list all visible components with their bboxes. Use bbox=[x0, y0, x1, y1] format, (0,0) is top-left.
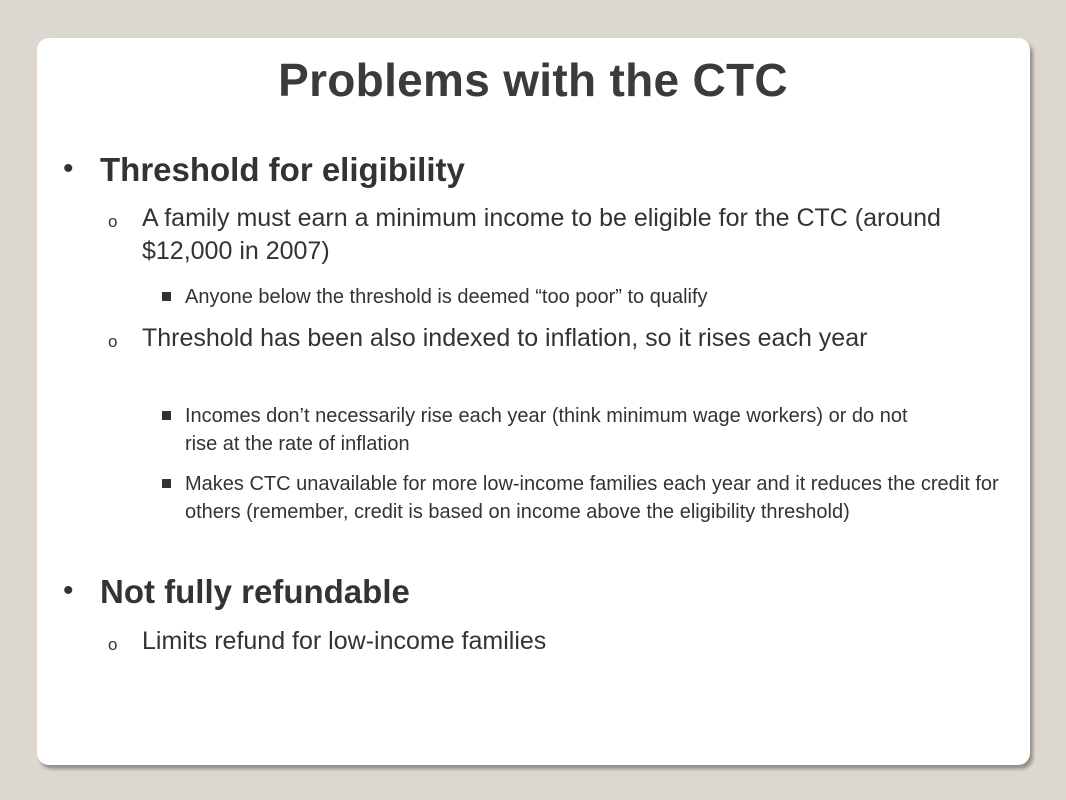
bullet-marker: • bbox=[63, 152, 74, 185]
sub-bullet-text: Threshold has been also indexed to inflation, so it rises each year bbox=[142, 324, 868, 352]
slide-title: Problems with the CTC bbox=[278, 54, 788, 106]
square-bullet-icon bbox=[162, 292, 171, 301]
square-bullet-icon bbox=[162, 411, 171, 420]
detail-bullet-incomes bbox=[185, 402, 945, 458]
sub-bullet-marker: o bbox=[108, 635, 118, 654]
detail-bullet-text: Incomes don’t necessarily rise each year (think minimum wage workers) or do not rise at the rate of inflation bbox=[185, 405, 908, 455]
detail-bullet-text: Anyone below the threshold is deemed “too poor” to qualify bbox=[185, 286, 708, 308]
bullet-refundable-heading bbox=[63, 573, 1000, 611]
detail-bullet-too-poor bbox=[185, 283, 995, 311]
sub-bullet-minimum-income bbox=[108, 202, 992, 268]
bullet-threshold-heading bbox=[63, 151, 1000, 189]
sub-bullet-marker: o bbox=[108, 332, 118, 351]
sub-bullet-limits-refund bbox=[108, 625, 992, 658]
bullet-marker: • bbox=[63, 574, 74, 607]
detail-bullet-makes-ctc-unavailable bbox=[185, 470, 1025, 526]
sub-bullet-indexed-inflation bbox=[108, 322, 1012, 355]
sub-bullet-text: Limits refund for low-income families bbox=[142, 627, 547, 655]
square-bullet-icon bbox=[162, 479, 171, 488]
bullet-heading-text: Not fully refundable bbox=[100, 573, 410, 610]
sub-bullet-marker: o bbox=[108, 212, 118, 231]
detail-bullet-text: Makes CTC unavailable for more low-income families each year and it reduces the credit for others (remember, credit is based on income above the eligibility threshold) bbox=[185, 473, 999, 523]
bullet-heading-text: Threshold for eligibility bbox=[100, 151, 465, 188]
sub-bullet-text: A family must earn a minimum income to be eligible for the CTC (around $12,000 in 2007) bbox=[142, 204, 941, 265]
